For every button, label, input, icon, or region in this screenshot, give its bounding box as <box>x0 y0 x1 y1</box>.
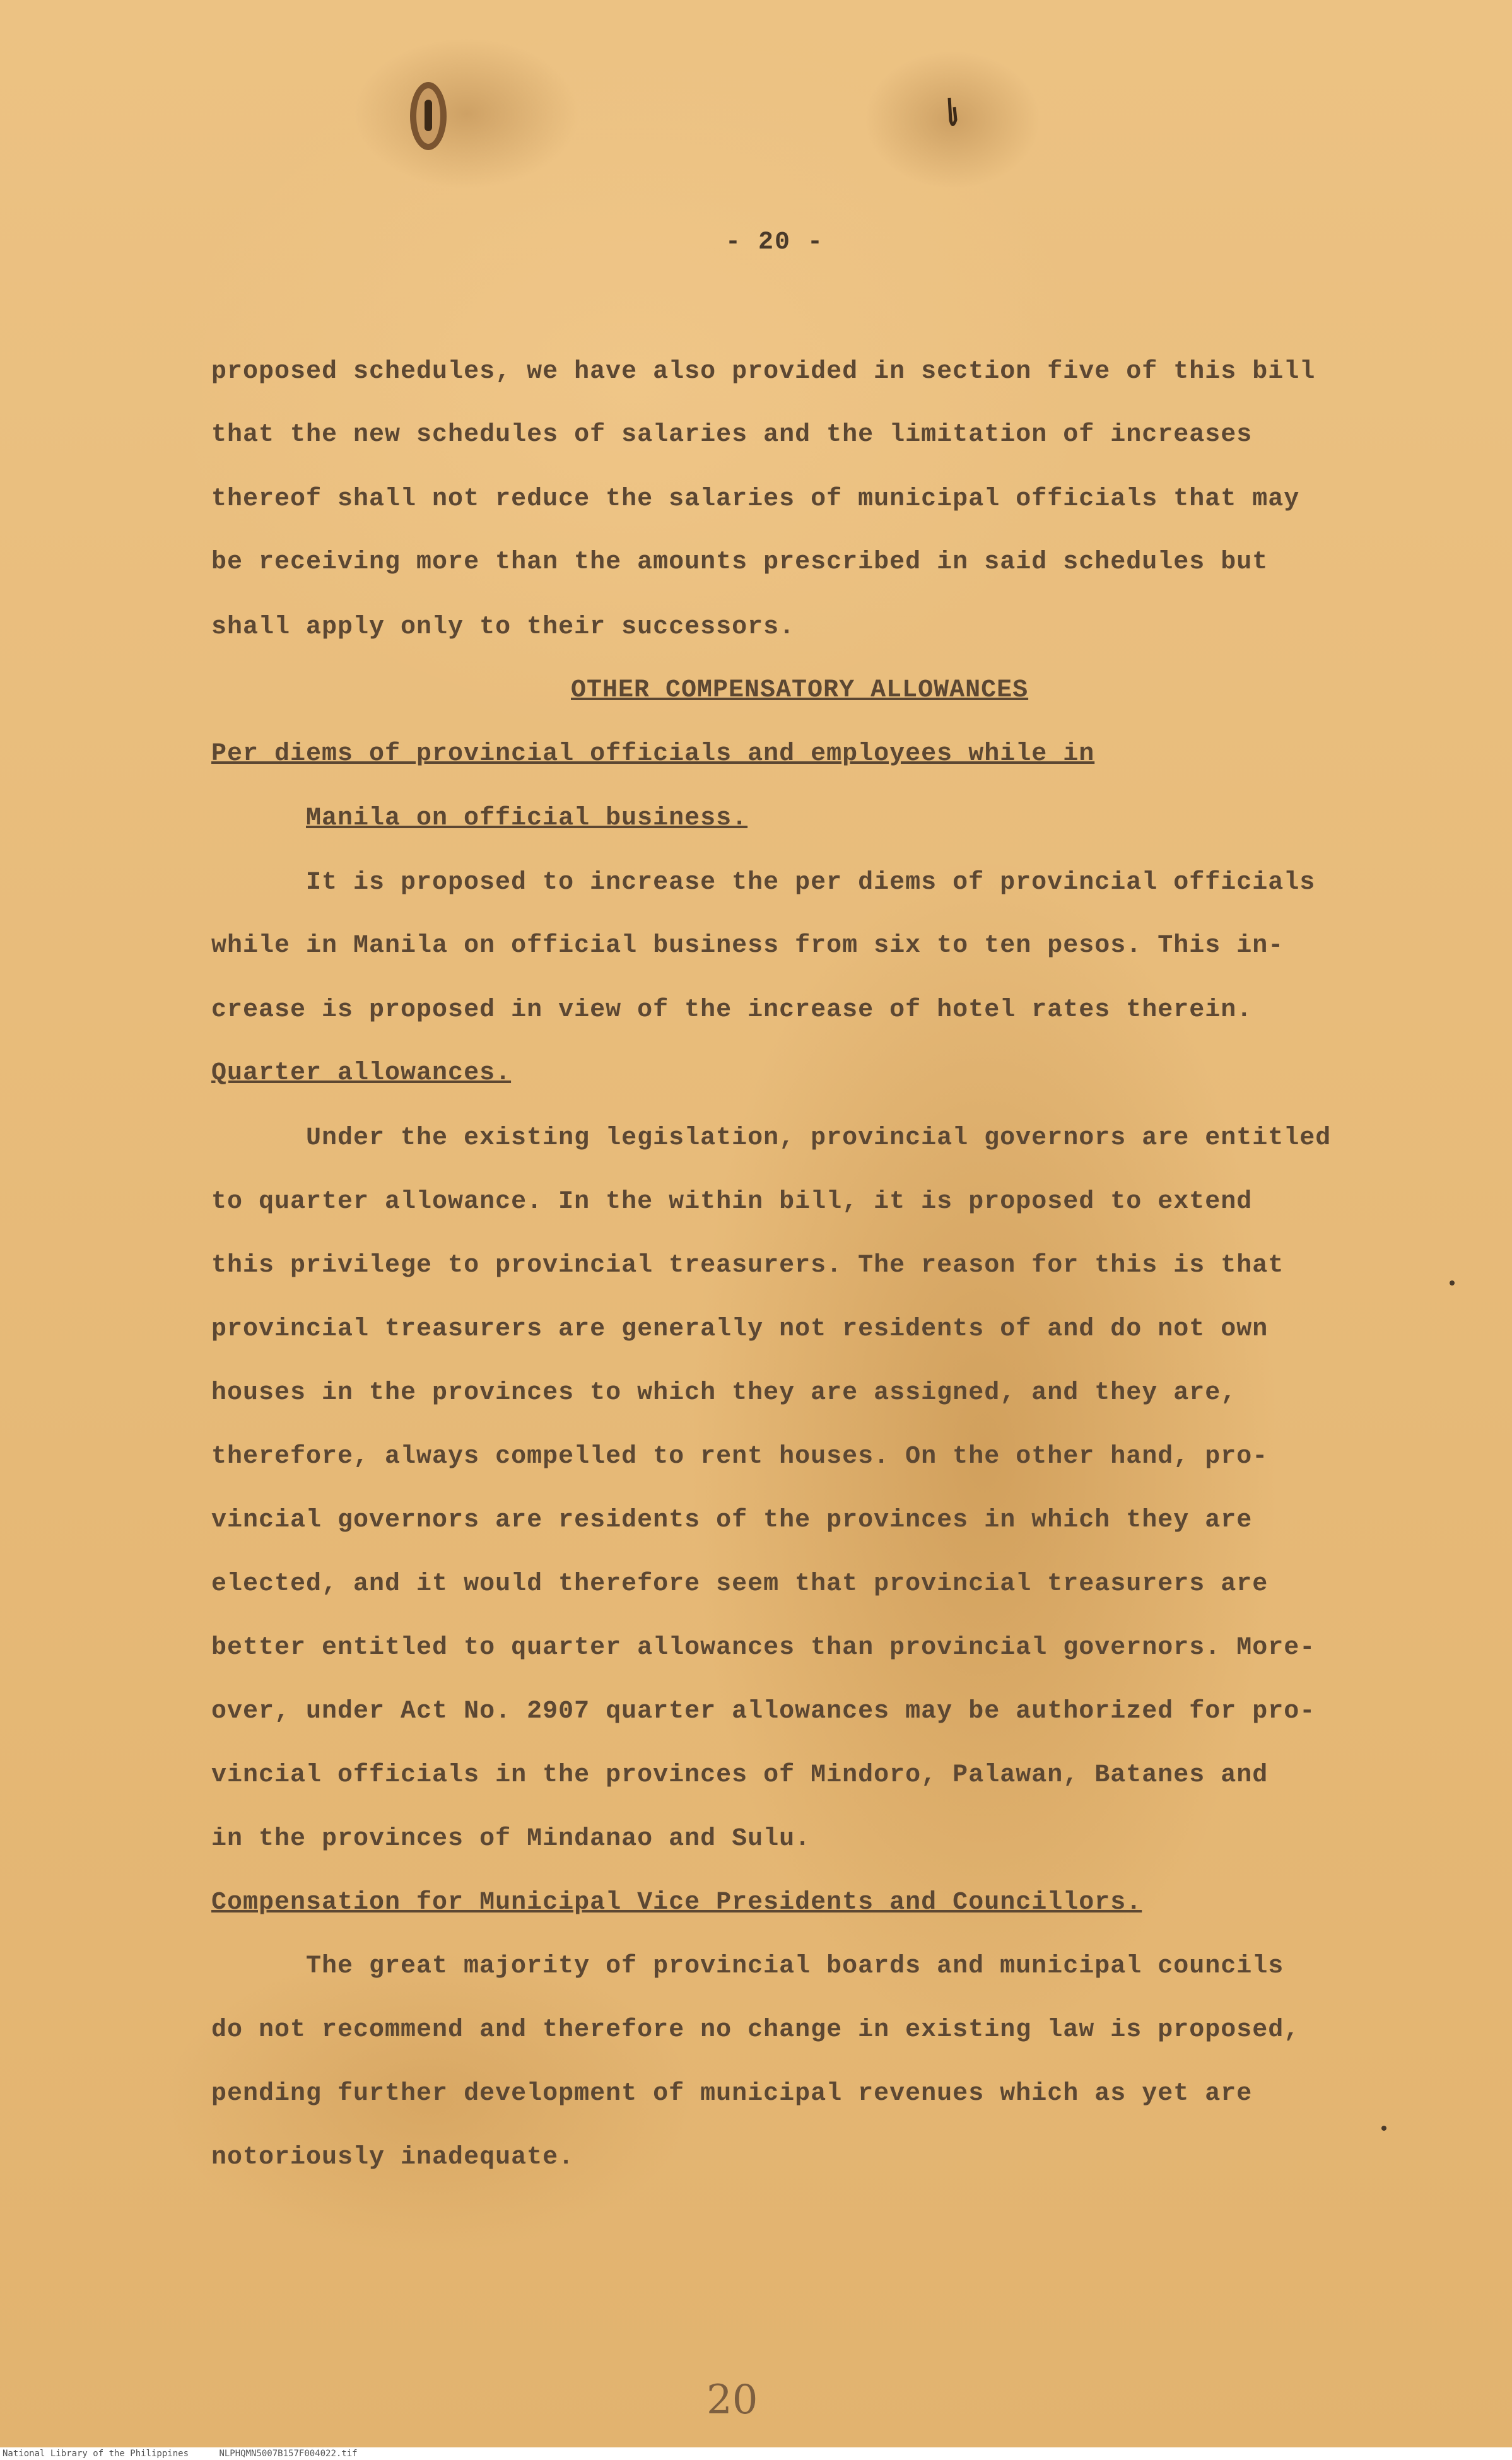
body-line: crease is proposed in view of the increase of hotel rates therein. <box>211 996 1253 1024</box>
body-line: be receiving more than the amounts prescribed in said schedules but <box>211 548 1269 577</box>
caption-institution: National Library of the Philippines <box>3 2449 189 2459</box>
body-line: while in Manila on official business from six to ten pesos. This in- <box>211 932 1284 960</box>
per-diems-heading: Per diems of provincial officials and employees while in <box>211 740 1095 768</box>
speck <box>1450 1280 1455 1286</box>
compensation-heading: Compensation for Municipal Vice Presidents and Councillors. <box>211 1889 1142 1917</box>
body-line: therefore, always compelled to rent houses. On the other hand, pro- <box>211 1443 1269 1471</box>
body-line: vincial governors are residents of the provinces in which they are <box>211 1506 1253 1535</box>
per-diems-heading: Manila on official business. <box>306 804 748 833</box>
caption-filename: NLPHQMN5007B157F004022.tif <box>219 2449 358 2459</box>
body-line: in the provinces of Mindanao and Sulu. <box>211 1825 811 1853</box>
body-line: It is proposed to increase the per diems of provincial officials <box>306 869 1316 897</box>
page-number-header: - 20 - <box>725 228 824 257</box>
body-line: pending further development of municipal revenues which as yet are <box>211 2080 1253 2108</box>
rust-stain <box>353 38 580 189</box>
body-line: Under the existing legislation, provincial governors are entitled <box>306 1124 1332 1152</box>
body-line: do not recommend and therefore no change in existing law is proposed, <box>211 2016 1300 2044</box>
body-line: houses in the provinces to which they are assigned, and they are, <box>211 1379 1237 1407</box>
punch-hole <box>410 82 447 150</box>
body-line: thereof shall not reduce the salaries of municipal officials that may <box>211 485 1300 513</box>
quarter-allowances-heading: Quarter allowances. <box>211 1059 512 1087</box>
body-line: that the new schedules of salaries and the limitation of increases <box>211 421 1253 449</box>
body-line: notoriously inadequate. <box>211 2143 575 2172</box>
body-line: this privilege to provincial treasurers. The reason for this is that <box>211 1251 1284 1280</box>
staple-mark <box>943 95 962 139</box>
speck <box>1381 2126 1386 2131</box>
scan-caption <box>0 2447 1512 2460</box>
body-line: to quarter allowance. In the within bill, it is proposed to extend <box>211 1188 1253 1216</box>
body-line: proposed schedules, we have also provided in section five of this bill <box>211 358 1316 386</box>
body-line: better entitled to quarter allowances than provincial governors. More- <box>211 1634 1316 1662</box>
body-line: elected, and it would therefore seem that provincial treasurers are <box>211 1570 1269 1598</box>
section-heading: OTHER COMPENSATORY ALLOWANCES <box>571 676 1029 705</box>
body-line: over, under Act No. 2907 quarter allowances may be authorized for pro- <box>211 1697 1316 1726</box>
body-line: provincial treasurers are generally not residents of and do not own <box>211 1315 1269 1344</box>
body-line: shall apply only to their successors. <box>211 613 795 641</box>
footer-page-number: 20 <box>706 2377 758 2423</box>
body-line: The great majority of provincial boards and municipal councils <box>306 1952 1284 1981</box>
body-line: vincial officials in the provinces of Mindoro, Palawan, Batanes and <box>211 1761 1269 1789</box>
